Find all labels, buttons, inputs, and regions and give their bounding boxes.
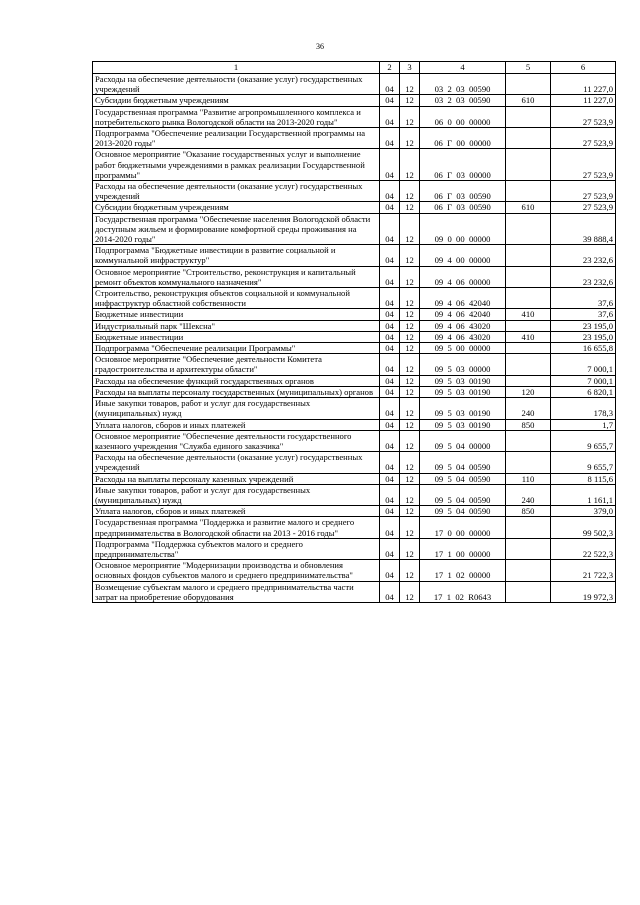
row-section: 04 — [380, 149, 400, 181]
row-expense-type — [506, 430, 551, 451]
row-target-code: 17 1 00 00000 — [420, 538, 506, 559]
table-row — [93, 484, 616, 505]
row-subsection: 12 — [400, 538, 420, 559]
table-row — [93, 419, 616, 430]
row-expense-type: 110 — [506, 473, 551, 484]
row-section: 04 — [380, 560, 400, 581]
row-name: Подпрограмма "Бюджетные инвестиции в развитие социальной и коммунальной инфраструктур" — [93, 245, 380, 266]
row-subsection: 12 — [400, 288, 420, 309]
row-section: 04 — [380, 419, 400, 430]
row-amount: 7 000,1 — [551, 354, 616, 375]
table-row — [93, 266, 616, 287]
table-body — [93, 74, 616, 603]
table-row — [93, 331, 616, 342]
table-row — [93, 95, 616, 106]
row-subsection: 12 — [400, 430, 420, 451]
row-target-code: 09 4 00 00000 — [420, 245, 506, 266]
column-header: 5 — [506, 62, 551, 74]
row-name: Подпрограмма "Обеспечение реализации Государственной программы на 2013-2020 годы" — [93, 128, 380, 149]
row-amount: 11 227,0 — [551, 74, 616, 95]
row-section: 04 — [380, 484, 400, 505]
row-target-code: 09 5 03 00190 — [420, 375, 506, 386]
table-row — [93, 386, 616, 397]
row-name: Строительство, реконструкция объектов социальной и коммунальной инфраструктур областной собственности — [93, 288, 380, 309]
table-row — [93, 309, 616, 320]
row-expense-type — [506, 288, 551, 309]
row-expense-type: 850 — [506, 419, 551, 430]
row-target-code: 06 Г 00 00000 — [420, 128, 506, 149]
row-subsection: 12 — [400, 506, 420, 517]
row-subsection: 12 — [400, 106, 420, 127]
row-section: 04 — [380, 506, 400, 517]
row-name: Бюджетные инвестиции — [93, 309, 380, 320]
row-name: Иные закупки товаров, работ и услуг для государственных (муниципальных) нужд — [93, 398, 380, 419]
row-name: Иные закупки товаров, работ и услуг для государственных (муниципальных) нужд — [93, 484, 380, 505]
row-expense-type — [506, 149, 551, 181]
row-amount: 37,6 — [551, 309, 616, 320]
row-amount: 19 972,3 — [551, 581, 616, 602]
row-subsection: 12 — [400, 473, 420, 484]
row-amount: 22 522,3 — [551, 538, 616, 559]
table-row — [93, 560, 616, 581]
table-row — [93, 181, 616, 202]
row-name: Субсидии бюджетным учреждениям — [93, 95, 380, 106]
row-name: Расходы на обеспечение деятельности (оказание услуг) государственных учреждений — [93, 74, 380, 95]
row-section: 04 — [380, 538, 400, 559]
row-section: 04 — [380, 95, 400, 106]
row-expense-type — [506, 343, 551, 354]
column-header: 3 — [400, 62, 420, 74]
row-subsection: 12 — [400, 95, 420, 106]
row-target-code: 09 5 04 00590 — [420, 452, 506, 473]
row-target-code: 17 0 00 00000 — [420, 517, 506, 538]
row-subsection: 12 — [400, 213, 420, 245]
row-subsection: 12 — [400, 245, 420, 266]
row-target-code: 17 1 02 00000 — [420, 560, 506, 581]
table-row — [93, 581, 616, 602]
row-name: Основное мероприятие "Модернизации производства и обновления основных фондов субъектов малого и среднего предпринимательства" — [93, 560, 380, 581]
table-row — [93, 320, 616, 331]
row-subsection: 12 — [400, 74, 420, 95]
row-subsection: 12 — [400, 181, 420, 202]
table-row — [93, 473, 616, 484]
row-target-code: 09 5 04 00000 — [420, 430, 506, 451]
row-subsection: 12 — [400, 354, 420, 375]
row-name: Уплата налогов, сборов и иных платежей — [93, 419, 380, 430]
row-subsection: 12 — [400, 320, 420, 331]
row-subsection: 12 — [400, 452, 420, 473]
row-amount: 23 232,6 — [551, 245, 616, 266]
row-target-code: 09 4 06 42040 — [420, 309, 506, 320]
row-name: Расходы на обеспечение деятельности (оказание услуг) государственных учреждений — [93, 181, 380, 202]
table-row — [93, 430, 616, 451]
table-row — [93, 517, 616, 538]
table-row — [93, 106, 616, 127]
row-amount: 6 820,1 — [551, 386, 616, 397]
row-amount: 8 115,6 — [551, 473, 616, 484]
row-target-code: 09 5 03 00190 — [420, 398, 506, 419]
row-expense-type — [506, 517, 551, 538]
row-name: Государственная программа "Обеспечение населения Вологодской области доступным жильем и формирование комфортной среды проживания на 2014-2020 годы" — [93, 213, 380, 245]
table-row — [93, 202, 616, 213]
row-name: Возмещение субъектам малого и среднего предпринимательства части затрат на приобретение оборудования — [93, 581, 380, 602]
row-name: Подпрограмма "Обеспечение реализации Программы" — [93, 343, 380, 354]
row-expense-type: 850 — [506, 506, 551, 517]
row-target-code: 09 5 03 00190 — [420, 386, 506, 397]
table-row — [93, 128, 616, 149]
row-section: 04 — [380, 452, 400, 473]
row-section: 04 — [380, 320, 400, 331]
row-expense-type — [506, 181, 551, 202]
row-expense-type — [506, 74, 551, 95]
table-row — [93, 452, 616, 473]
row-subsection: 12 — [400, 202, 420, 213]
table-row — [93, 74, 616, 95]
row-subsection: 12 — [400, 560, 420, 581]
row-amount: 7 000,1 — [551, 375, 616, 386]
row-expense-type — [506, 452, 551, 473]
table-row — [93, 375, 616, 386]
row-name: Основное мероприятие "Строительство, реконструкция и капитальный ремонт объектов коммунального назначения" — [93, 266, 380, 287]
row-target-code: 09 5 04 00590 — [420, 484, 506, 505]
row-expense-type: 610 — [506, 202, 551, 213]
table-row — [93, 149, 616, 181]
row-subsection: 12 — [400, 128, 420, 149]
row-name: Уплата налогов, сборов и иных платежей — [93, 506, 380, 517]
row-amount: 27 523,9 — [551, 128, 616, 149]
row-target-code: 03 2 03 00590 — [420, 74, 506, 95]
row-target-code: 09 5 03 00190 — [420, 419, 506, 430]
table-row — [93, 506, 616, 517]
row-subsection: 12 — [400, 517, 420, 538]
row-target-code: 06 0 00 00000 — [420, 106, 506, 127]
row-target-code: 06 Г 03 00000 — [420, 149, 506, 181]
row-expense-type — [506, 560, 551, 581]
row-amount: 99 502,3 — [551, 517, 616, 538]
row-expense-type — [506, 213, 551, 245]
row-section: 04 — [380, 386, 400, 397]
row-amount: 9 655,7 — [551, 430, 616, 451]
row-section: 04 — [380, 581, 400, 602]
row-amount: 27 523,9 — [551, 106, 616, 127]
row-subsection: 12 — [400, 386, 420, 397]
row-name: Расходы на выплаты персоналу государственных (муниципальных) органов — [93, 386, 380, 397]
row-section: 04 — [380, 309, 400, 320]
row-name: Государственная программа "Развитие агропромышленного комплекса и потребительского рынка Вологодской области на 2013-2020 годы" — [93, 106, 380, 127]
column-header: 2 — [380, 62, 400, 74]
row-amount: 37,6 — [551, 288, 616, 309]
row-subsection: 12 — [400, 343, 420, 354]
row-target-code: 09 4 06 43020 — [420, 320, 506, 331]
row-expense-type: 120 — [506, 386, 551, 397]
table-row — [93, 245, 616, 266]
row-amount: 23 195,0 — [551, 320, 616, 331]
column-header: 4 — [420, 62, 506, 74]
row-name: Основное мероприятие "Оказание государственных услуг и выполнение работ бюджетными учреждениями в рамках реализации Государственной программы" — [93, 149, 380, 181]
row-amount: 27 523,9 — [551, 202, 616, 213]
row-subsection: 12 — [400, 398, 420, 419]
row-section: 04 — [380, 331, 400, 342]
row-name: Основное мероприятие "Обеспечение деятельности Комитета градостроительства и архитектуры области" — [93, 354, 380, 375]
row-section: 04 — [380, 354, 400, 375]
row-expense-type: 240 — [506, 484, 551, 505]
row-section: 04 — [380, 74, 400, 95]
column-header: 6 — [551, 62, 616, 74]
row-section: 04 — [380, 430, 400, 451]
table-row — [93, 398, 616, 419]
row-expense-type — [506, 320, 551, 331]
row-target-code: 17 1 02 R0643 — [420, 581, 506, 602]
row-amount: 21 722,3 — [551, 560, 616, 581]
row-subsection: 12 — [400, 331, 420, 342]
row-name: Индустриальный парк "Шексна" — [93, 320, 380, 331]
row-subsection: 12 — [400, 484, 420, 505]
row-amount: 27 523,9 — [551, 149, 616, 181]
row-section: 04 — [380, 473, 400, 484]
row-subsection: 12 — [400, 266, 420, 287]
row-expense-type — [506, 581, 551, 602]
row-subsection: 12 — [400, 309, 420, 320]
row-section: 04 — [380, 245, 400, 266]
table-header-row — [93, 62, 616, 74]
row-expense-type: 610 — [506, 95, 551, 106]
row-subsection: 12 — [400, 149, 420, 181]
row-amount: 23 195,0 — [551, 331, 616, 342]
row-expense-type — [506, 245, 551, 266]
row-expense-type: 410 — [506, 331, 551, 342]
row-target-code: 09 4 06 00000 — [420, 266, 506, 287]
budget-table — [92, 61, 616, 603]
row-section: 04 — [380, 213, 400, 245]
row-section: 04 — [380, 181, 400, 202]
table-row — [93, 354, 616, 375]
row-section: 04 — [380, 128, 400, 149]
row-expense-type: 240 — [506, 398, 551, 419]
row-subsection: 12 — [400, 419, 420, 430]
row-expense-type — [506, 266, 551, 287]
row-amount: 16 655,8 — [551, 343, 616, 354]
row-target-code: 09 0 00 00000 — [420, 213, 506, 245]
table-row — [93, 213, 616, 245]
row-amount: 11 227,0 — [551, 95, 616, 106]
row-expense-type — [506, 538, 551, 559]
row-amount: 178,3 — [551, 398, 616, 419]
row-target-code: 09 5 04 00590 — [420, 473, 506, 484]
row-subsection: 12 — [400, 375, 420, 386]
row-name: Субсидии бюджетным учреждениям — [93, 202, 380, 213]
row-expense-type — [506, 128, 551, 149]
row-amount: 27 523,9 — [551, 181, 616, 202]
row-amount: 1,7 — [551, 419, 616, 430]
row-target-code: 06 Г 03 00590 — [420, 181, 506, 202]
row-name: Расходы на обеспечение деятельности (оказание услуг) государственных учреждений — [93, 452, 380, 473]
row-target-code: 06 Г 03 00590 — [420, 202, 506, 213]
row-name: Бюджетные инвестиции — [93, 331, 380, 342]
row-name: Расходы на обеспечение функций государственных органов — [93, 375, 380, 386]
row-expense-type: 410 — [506, 309, 551, 320]
row-expense-type — [506, 106, 551, 127]
row-amount: 9 655,7 — [551, 452, 616, 473]
table-row — [93, 538, 616, 559]
row-amount: 23 232,6 — [551, 266, 616, 287]
row-target-code: 03 2 03 00590 — [420, 95, 506, 106]
row-expense-type — [506, 354, 551, 375]
row-section: 04 — [380, 266, 400, 287]
table-row — [93, 343, 616, 354]
row-amount: 379,0 — [551, 506, 616, 517]
row-target-code: 09 5 03 00000 — [420, 354, 506, 375]
row-section: 04 — [380, 106, 400, 127]
row-section: 04 — [380, 343, 400, 354]
column-header: 1 — [93, 62, 380, 74]
row-target-code: 09 5 00 00000 — [420, 343, 506, 354]
row-name: Расходы на выплаты персоналу казенных учреждений — [93, 473, 380, 484]
row-section: 04 — [380, 398, 400, 419]
row-expense-type — [506, 375, 551, 386]
row-target-code: 09 4 06 43020 — [420, 331, 506, 342]
row-target-code: 09 4 06 42040 — [420, 288, 506, 309]
row-section: 04 — [380, 375, 400, 386]
row-subsection: 12 — [400, 581, 420, 602]
page-number: 36 — [316, 42, 324, 51]
row-name: Основное мероприятие "Обеспечение деятельности государственного казенного учреждения "Служба единого заказчика" — [93, 430, 380, 451]
row-section: 04 — [380, 202, 400, 213]
row-name: Подпрограмма "Поддержка субъектов малого и среднего предпринимательства" — [93, 538, 380, 559]
row-section: 04 — [380, 517, 400, 538]
table-row — [93, 288, 616, 309]
row-name: Государственная программа "Поддержка и развитие малого и среднего предпринимательства в Вологодской области на 2013 - 2016 годы" — [93, 517, 380, 538]
row-amount: 39 888,4 — [551, 213, 616, 245]
row-amount: 1 161,1 — [551, 484, 616, 505]
row-target-code: 09 5 04 00590 — [420, 506, 506, 517]
row-section: 04 — [380, 288, 400, 309]
